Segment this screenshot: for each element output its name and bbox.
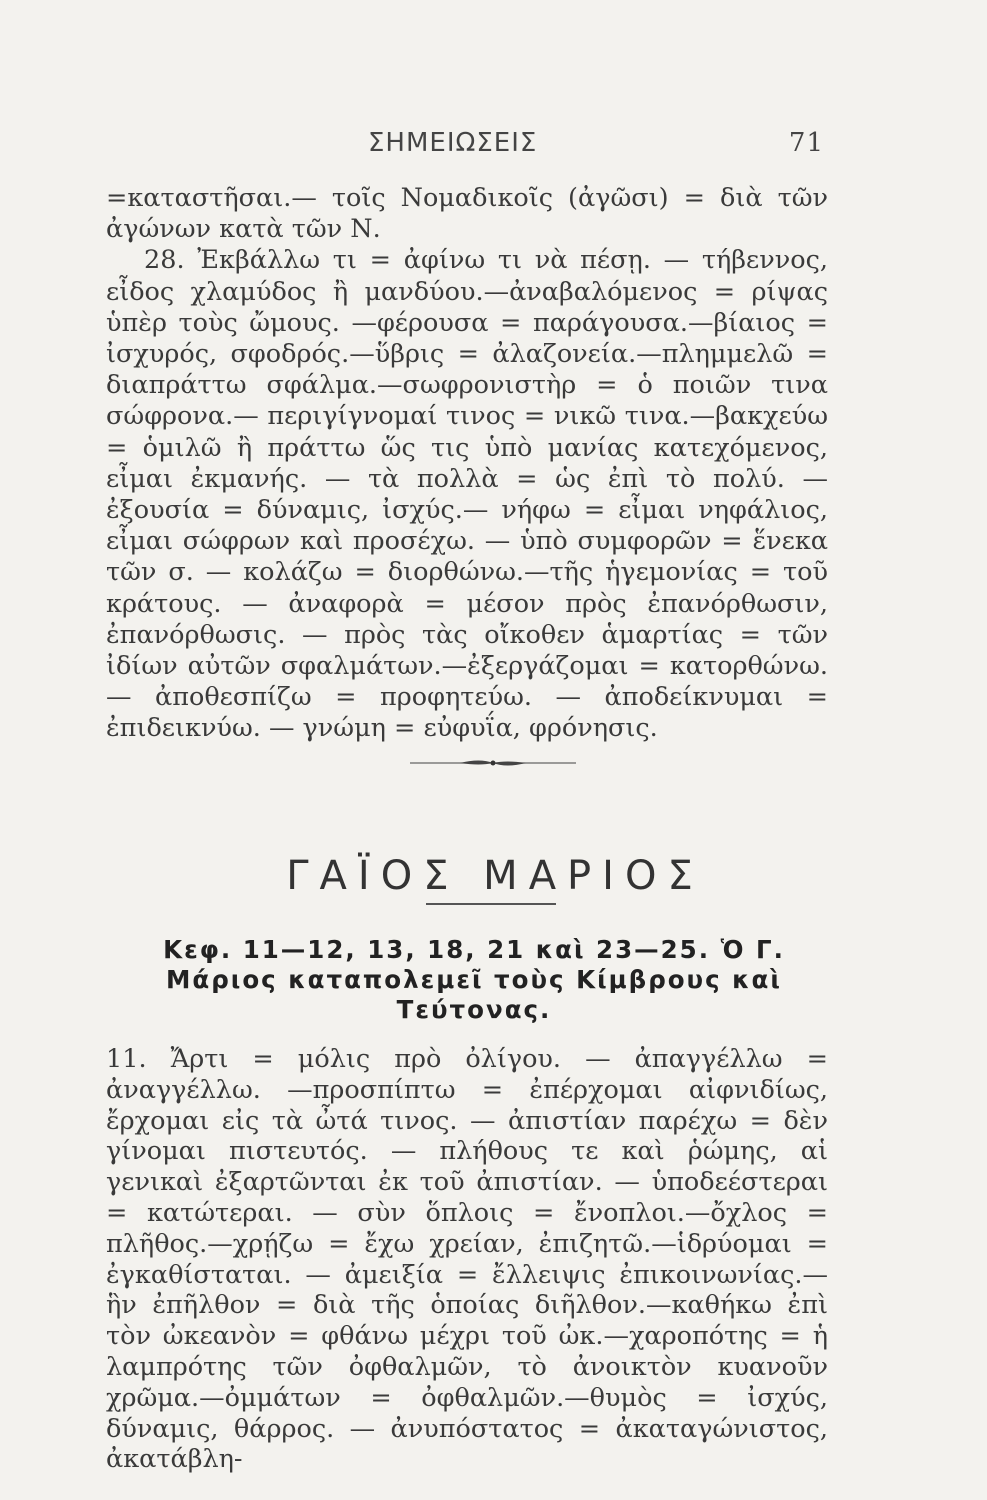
notes-paragraph: 28. Ἐκβάλλω τι = ἀφίνω τι νὰ πέσῃ. — τήβεννος, εἶδος χλαμύδος ἢ μανδύου.—ἀναβαλόμενος = ρίψας ὑπὲρ τοὺς ὤμους. —φέρουσα = παράγουσα.—βίαιος = ἰσχυρός, σφοδρός.—ὕβρις = ἀλαζονεία.—πλημμελῶ = διαπράττω σφάλμα.—σωφρονιστὴρ = ὁ ποιῶν τινα σώφρονα.— περιγίγνομαί τινος = νικῶ τινα.—βακχεύω = ὁμιλῶ ἢ πράττω ὥς τις ὑπὸ μανίας κατεχόμενος, εἶμαι ἐκμανής. — τὰ πολλὰ = ὡς ἐπὶ τὸ πολύ. — ἐξουσία = δύναμις, ἰσχύς.— νήφω = εἶμαι νηφάλιος, εἶμαι σώφρων καὶ προσέχω. — ὑπὸ συμφορῶν = ἕνεκα τῶν σ. — κολάζω = διορθώνω.—τῆς ἡγεμονίας = τοῦ κράτους. — ἀναφορὰ = μέσον πρὸς ἐπανόρθωσιν, ἐπανόρθωσις. — πρὸς τὰς οἴκοθεν ἁμαρτίας = τῶν ἰδίων αὐτῶν σφαλμάτων.—ἐξεργάζομαι = κατορθώνω. — ἀποθεσπίζω = προφητεύω. — ἀποδείκνυμαι = ἐπιδεικνύω. — γνώμη = εὐφυΐα, φρόνησις. — [106, 245, 828, 744]
chapter-title: ΓΑΪΟΣ ΜΑΡΙΟΣ — [286, 852, 704, 899]
running-head-title: ΣΗΜΕΙΩΣΕΙΣ — [368, 128, 538, 158]
ornament-divider — [410, 756, 576, 770]
page-number: 71 — [788, 128, 824, 158]
chapter-rule — [426, 903, 556, 905]
section-body: 11. Ἄρτι = μόλις πρὸ ὀλίγου. — ἀπαγγέλλω = ἀναγγέλλω. —προσπίπτω = ἐπέρχομαι αἰφνιδίως, ἔρχομαι εἰς τὰ ὦτά τινος. — ἀπιστίαν παρέχω = δὲν γίνομαι πιστευτός. — πλήθους τε καὶ ῥώμης, αἱ γενικαὶ ἐξαρτῶνται ἐκ τοῦ ἀπιστίαν. — ὑποδεέστεραι = κατώτεραι. — σὺν ὅπλοις = ἔνοπλοι.—ὄχλος = πλῆθος.—χρῄζω = ἔχω χρείαν, ἐπιζητῶ.—ἱδρύομαι = ἐγκαθίσταται. — ἀμειξία = ἔλλειψις ἐπικοινωνίας.— ἣν ἐπῆλθον = διὰ τῆς ὁποίας διῆλθον.—καθήκω ἐπὶ τὸν ὠκεανὸν = φθάνω μέχρι τοῦ ὠκ.—χαροπότης = ἡ λαμπρότης τῶν ὀφθαλμῶν, τὸ ἀνοικτὸν κυανοῦν χρῶμα.—ὀμμάτων = ὀφθαλμῶν.—θυμὸς = ἰσχύς, δύναμις, θάρρος. — ἀνυπόστατος = ἀκαταγώνιστος, ἀκατάβλη- — [106, 1044, 828, 1475]
notes-section — [106, 183, 828, 745]
notes-paragraph: =καταστῆσαι.— τοῖς Νομαδικοῖς (ἀγῶσι) = διὰ τῶν ἀγώνων κατὰ τῶν Ν. — [106, 183, 828, 245]
section-heading: Κεφ. 11—12, 13, 18, 21 καὶ 23—25. Ὁ Γ. Μάριος καταπολεμεῖ τοὺς Κίμβρους καὶ Τεύτονας. — [163, 935, 785, 1024]
running-head — [104, 128, 824, 168]
